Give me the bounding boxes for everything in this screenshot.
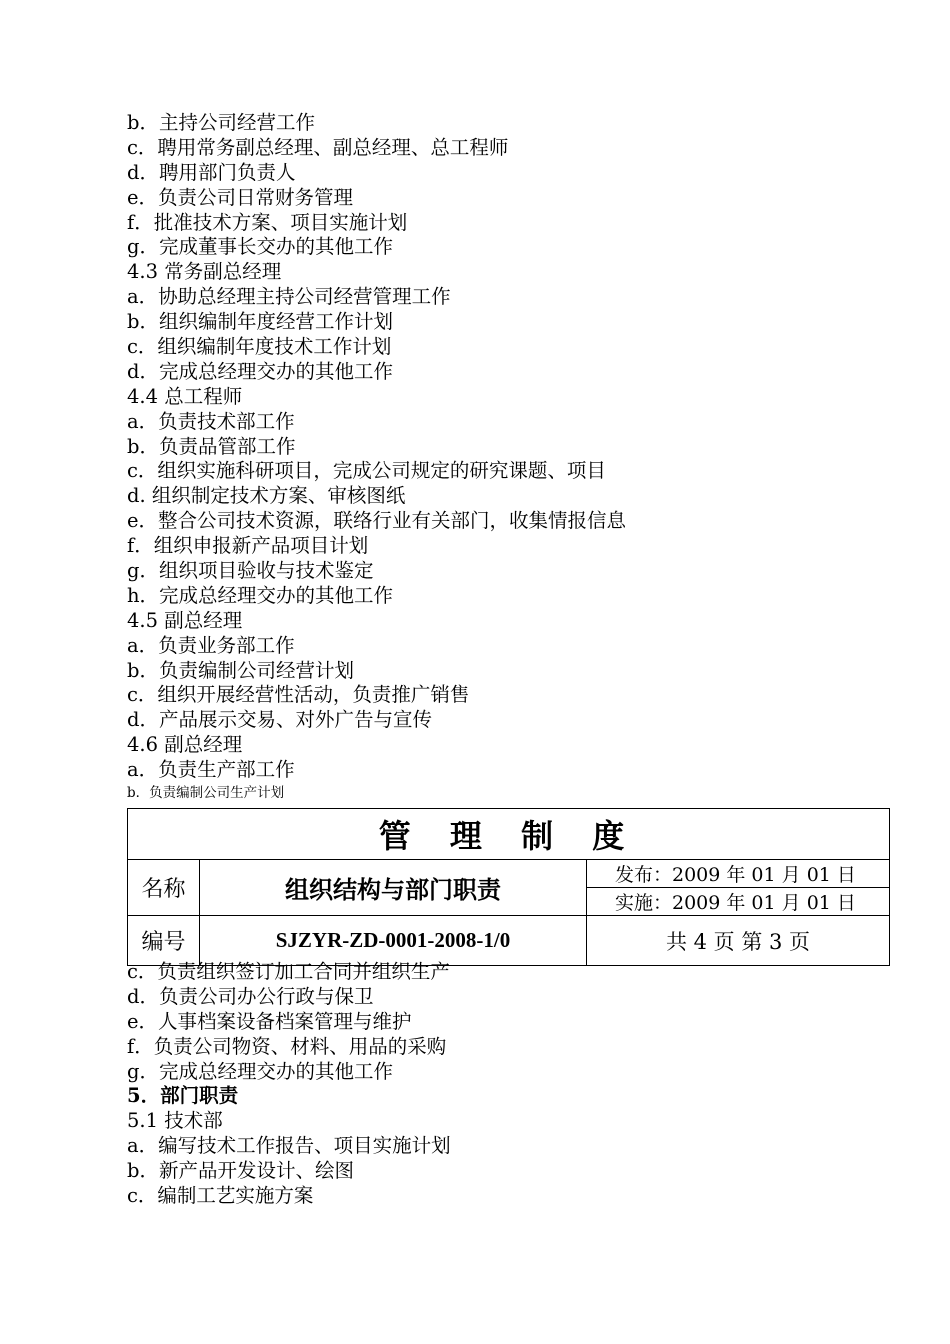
name-label: 名称 xyxy=(128,860,200,916)
list-item: f．组织申报新产品项目计划 xyxy=(127,534,369,558)
list-item: c．编制工艺实施方案 xyxy=(127,1184,314,1208)
list-item: f．负责公司物资、材料、用品的采购 xyxy=(127,1034,447,1058)
section-heading: 5．部门职责 xyxy=(127,1084,239,1108)
list-item: a．编写技术工作报告、项目实施计划 xyxy=(127,1134,451,1158)
document-type-title: 管 理 制 度 xyxy=(128,809,890,860)
subsection-heading: 4.3 常务副总经理 xyxy=(127,260,282,284)
document-code: SJZYR-ZD-0001-2008-1/0 xyxy=(200,916,587,966)
publish-date: 发布：2009 年 01 月 01 日 xyxy=(587,860,890,888)
page-count: 共 4 页 第 3 页 xyxy=(587,916,890,966)
responsibility-list-bottom xyxy=(127,960,847,1209)
subsection-heading: 4.5 副总经理 xyxy=(127,608,243,632)
list-item: g．组织项目验收与技术鉴定 xyxy=(127,559,374,583)
list-item: b．新产品开发设计、绘图 xyxy=(127,1159,354,1183)
list-item: d．负责公司办公行政与保卫 xyxy=(127,984,374,1008)
document-header-table xyxy=(127,808,890,966)
list-item: a．负责技术部工作 xyxy=(127,409,295,433)
list-item: c．负责组织签订加工合同并组织生产 xyxy=(127,960,450,983)
list-item: b．负责编制公司经营计划 xyxy=(127,658,354,682)
subsection-heading: 4.4 总工程师 xyxy=(127,384,243,408)
list-item: c．组织开展经营性活动，负责推广销售 xyxy=(127,683,470,707)
code-label: 编号 xyxy=(128,916,200,966)
list-item: a．负责生产部工作 xyxy=(127,758,295,782)
effective-date: 实施：2009 年 01 月 01 日 xyxy=(587,888,890,916)
list-item: d．聘用部门负责人 xyxy=(127,160,296,184)
subsection-heading: 5.1 技术部 xyxy=(127,1109,223,1133)
list-item: g．完成董事长交办的其他工作 xyxy=(127,235,393,259)
list-item: a．负责业务部工作 xyxy=(127,633,295,657)
list-item: h．完成总经理交办的其他工作 xyxy=(127,583,394,607)
list-item: b．组织编制年度经营工作计划 xyxy=(127,310,393,334)
list-item: f．批准技术方案、项目实施计划 xyxy=(127,210,408,234)
list-item: d．完成总经理交办的其他工作 xyxy=(127,359,393,383)
list-item: g．完成总经理交办的其他工作 xyxy=(127,1059,393,1083)
list-item-small: b．负责编制公司生产计划 xyxy=(127,785,285,802)
list-item: c．聘用常务副总经理、副总经理、总工程师 xyxy=(127,135,509,159)
list-item: b．负责品管部工作 xyxy=(127,434,296,458)
list-item: d. 组织制定技术方案、审核图纸 xyxy=(127,484,406,508)
document-name: 组织结构与部门职责 xyxy=(200,860,587,916)
list-item: e．负责公司日常财务管理 xyxy=(127,185,354,209)
list-item: c．组织实施科研项目，完成公司规定的研究课题、项目 xyxy=(127,459,606,483)
list-item: c．组织编制年度技术工作计划 xyxy=(127,335,392,359)
list-item: a．协助总经理主持公司经营管理工作 xyxy=(127,285,451,309)
subsection-heading: 4.6 副总经理 xyxy=(127,733,243,757)
list-item: e．人事档案设备档案管理与维护 xyxy=(127,1009,412,1033)
list-item: d．产品展示交易、对外广告与宣传 xyxy=(127,708,432,732)
list-item: e．整合公司技术资源，联络行业有关部门，收集情报信息 xyxy=(127,509,627,533)
responsibility-list-top xyxy=(127,111,847,803)
list-item: b．主持公司经营工作 xyxy=(127,111,315,134)
